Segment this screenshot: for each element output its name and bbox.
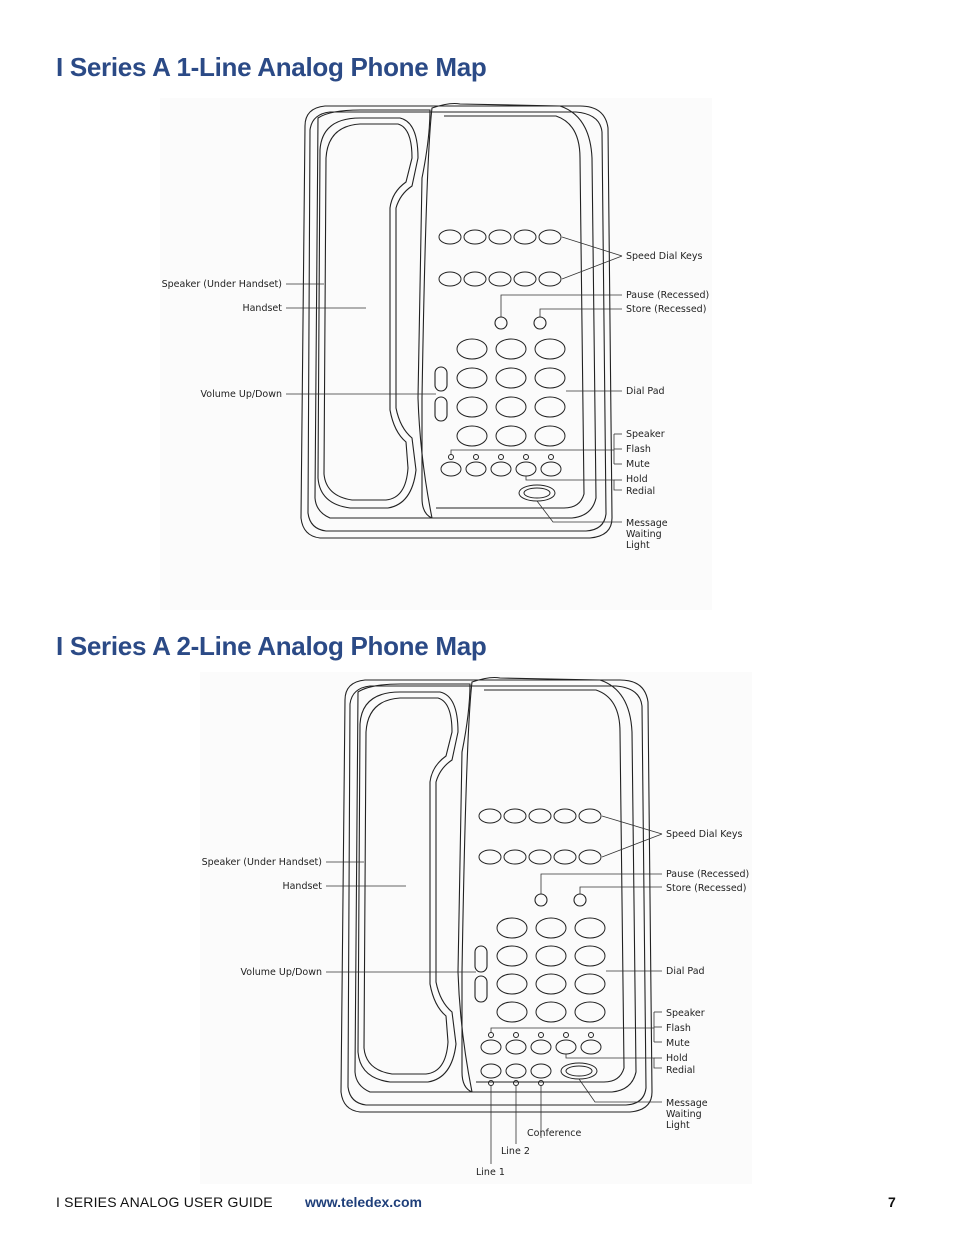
label-speaker-under-handset: Speaker (Under Handset) — [201, 857, 322, 868]
label-store: Store (Recessed) — [626, 304, 707, 315]
label-redial: Redial — [626, 486, 656, 497]
phone-diagram-1-line-svg — [160, 98, 712, 610]
label-volume: Volume Up/Down — [240, 967, 322, 978]
label-hold: Hold — [626, 474, 648, 485]
label-flash: Flash — [666, 1023, 691, 1034]
label-handset: Handset — [282, 881, 322, 892]
label-pause: Pause (Recessed) — [666, 869, 750, 880]
page-number: 7 — [888, 1194, 896, 1210]
diagram-2-line-phone — [200, 672, 752, 1184]
label-speed-dial-keys: Speed Dial Keys — [626, 251, 703, 262]
label-message: Message — [626, 518, 668, 529]
footer-url-link[interactable]: www.teledex.com — [305, 1194, 422, 1210]
label-dial-pad: Dial Pad — [666, 966, 705, 977]
heading-1-line-map: I Series A 1-Line Analog Phone Map — [56, 52, 487, 82]
heading-2-line-map: I Series A 2-Line Analog Phone Map — [56, 631, 487, 661]
label-conference: Conference — [527, 1128, 582, 1139]
label-dial-pad: Dial Pad — [626, 386, 665, 397]
label-speed-dial-keys: Speed Dial Keys — [666, 829, 743, 840]
label-light: Light — [626, 540, 650, 551]
label-line-1: Line 1 — [476, 1167, 505, 1178]
label-speaker: Speaker — [626, 429, 665, 440]
label-speaker: Speaker — [666, 1008, 705, 1019]
label-pause: Pause (Recessed) — [626, 290, 710, 301]
label-waiting: Waiting — [666, 1109, 702, 1120]
label-message: Message — [666, 1098, 708, 1109]
footer-guide-title: I SERIES ANALOG USER GUIDE — [56, 1194, 273, 1210]
phone-diagram-2-line-svg — [200, 672, 752, 1184]
label-line-2: Line 2 — [501, 1146, 530, 1157]
label-volume: Volume Up/Down — [200, 389, 282, 400]
label-handset: Handset — [242, 303, 282, 314]
label-store: Store (Recessed) — [666, 883, 747, 894]
label-mute: Mute — [666, 1038, 690, 1049]
label-hold: Hold — [666, 1053, 688, 1064]
diagram-1-line-phone — [160, 98, 712, 610]
label-redial: Redial — [666, 1065, 696, 1076]
label-waiting: Waiting — [626, 529, 662, 540]
label-mute: Mute — [626, 459, 650, 470]
label-light: Light — [666, 1120, 690, 1131]
label-speaker-under-handset: Speaker (Under Handset) — [161, 279, 282, 290]
label-flash: Flash — [626, 444, 651, 455]
